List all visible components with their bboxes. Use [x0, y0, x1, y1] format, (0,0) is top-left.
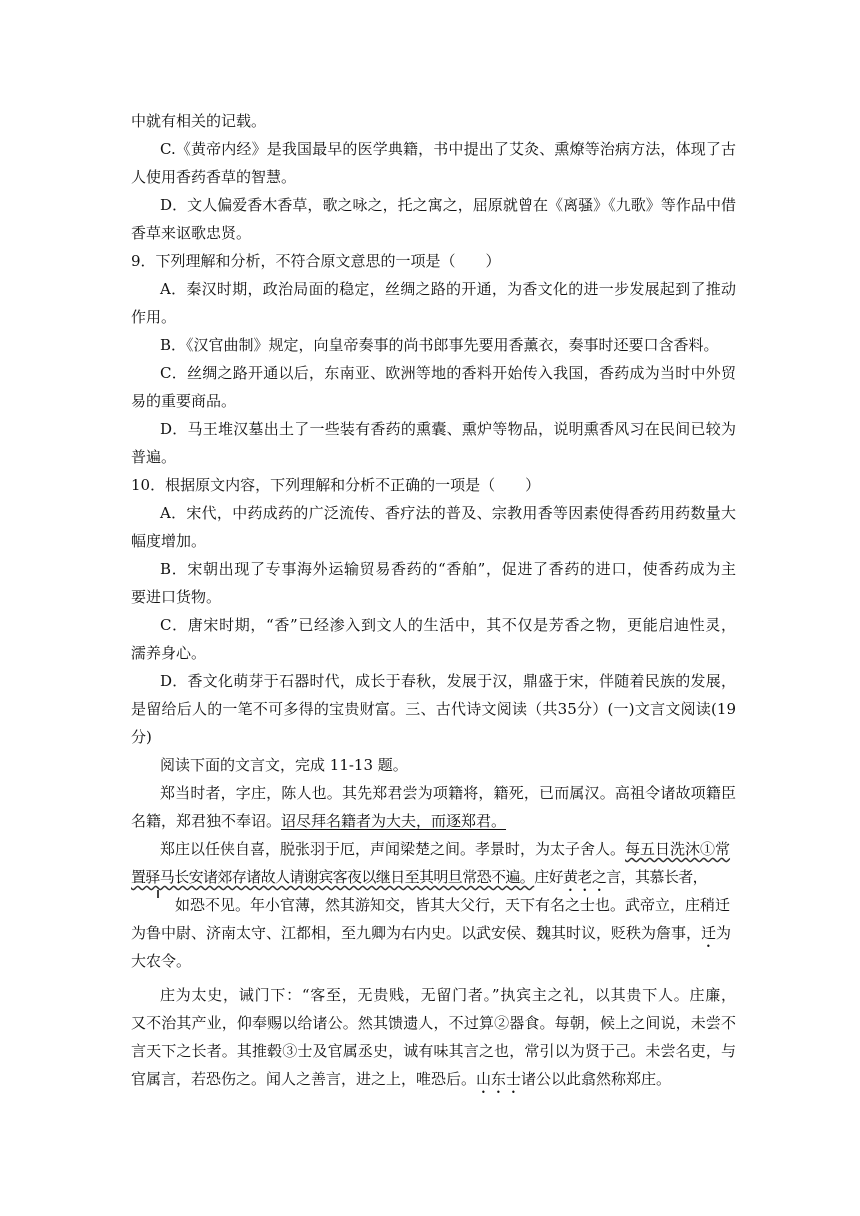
text-line: 普遍。 [131, 448, 177, 466]
passage-line: 庄为太史，诫门下：“客至，无贵贱，无留门者。”执宾主之礼，以其贵下人。庄廉， [160, 986, 736, 1004]
option-a-line: A．秦汉时期，政治局面的稳定，丝绸之路的开通，为香文化的进一步发展起到了推动 [160, 280, 736, 298]
passage-line: 大农令。 [131, 952, 192, 970]
text-line: 分) [131, 728, 152, 746]
text-line: 中就有相关的记载。 [131, 112, 267, 130]
underlined-sentence: 诏尽拜名籍者为大夫，而逐郑君。 [281, 812, 507, 830]
section-heading-line: 是留给后人的一笔不可多得的宝贵财富。三、古代诗文阅读（共35分）(一)文言文阅读(19 [131, 700, 736, 718]
dotted-words: 山东士 [476, 1070, 522, 1088]
margin-mark [157, 890, 159, 898]
text-line: 香草来讴歌忠贤。 [131, 224, 252, 242]
option-b-line: B．《汉官曲制》规定，向皇帝奏事的尚书郎事先要用香薰衣，奏事时还要口含香料。 [160, 336, 719, 354]
passage-text: 言，其慕长者， [606, 868, 708, 886]
text-line: 人使用香药香草的智慧。 [131, 168, 297, 186]
passage-line [131, 867, 736, 895]
text-line: 作用。 [131, 308, 177, 326]
passage-line: 又不治其产业，仰奉赐以给诸公。然其馈遗人，不过算②器食。每朝，候上之间说，未尝不 [131, 1014, 736, 1032]
option-c-line: C．丝绸之路开通以后，东南亚、欧洲等地的香料开始传入我国，香药成为当时中外贸 [160, 364, 736, 382]
option-a-line: A．宋代，中药成药的广泛流传、香疗法的普及、宗教用香等因素使得香药用药数量大 [160, 504, 736, 522]
passage-line: 言天下之长者。其推毂③士及官属丞史，诚有味其言之也，常引以为贤于己。未尝名吏，与 [131, 1042, 736, 1060]
option-d-line: D．文人偏爱香木香草，歌之咏之，托之寓之，屈原就曾在《离骚》《九歌》等作品中借 [160, 196, 736, 214]
passage-text: 诸公以此翕然称郑庄。 [521, 1070, 672, 1088]
option-c-line: C.《黄帝内经》是我国最早的医学典籍，书中提出了艾灸、熏燎等治病方法，体现了古 [160, 140, 736, 158]
option-d-line: D．马王堆汉墓出土了一些装有香药的熏囊、熏炉等物品，说明熏香风习在民间已较为 [160, 420, 736, 438]
passage-line: 郑当时者，字庄，陈人也。其先郑君尝为项籍将，籍死，已而属汉。高祖令诸故项籍臣 [160, 784, 736, 802]
passage-line [131, 811, 736, 831]
text-line: 要进口货物。 [131, 588, 222, 606]
passage-text: 为 [716, 924, 732, 942]
option-b-line: B．宋朝出现了专事海外运输贸易香药的“香舶”，促进了香药的进口，使香药成为主 [160, 560, 736, 578]
question-10: 10．根据原文内容，下列理解和分析不正确的一项是（ ） [131, 476, 541, 494]
dotted-word: 迁 [701, 924, 717, 942]
passage-line: 如恐不见。年小官薄，然其游知交，皆其大父行，天下有名之士也。武帝立，庄稍迁 [175, 896, 731, 914]
dotted-words: 黄老之 [563, 868, 607, 886]
option-c-line: C．唐宋时期，“香”已经渗入到文人的生活中，其不仅是芳香之物，更能启迪性灵， [160, 616, 736, 634]
passage-text: 郑庄以任侠自喜，脱张羽于厄，声闻梁楚之间。孝景时，为太子舍人。 [160, 840, 626, 858]
passage-text: 名籍，郑君独不奉诏。 [131, 812, 282, 830]
text-line: 濡养身心。 [131, 644, 207, 662]
text-line: 幅度增加。 [131, 532, 207, 550]
passage-text: 官属言，若恐伤之。闻人之善言，进之上，唯恐后。 [131, 1070, 477, 1088]
text-line: 易的重要商品。 [131, 392, 237, 410]
passage-line [131, 1069, 736, 1097]
passage-line [131, 923, 736, 951]
passage-line [160, 839, 736, 859]
option-d-line: D．香文化萌芽于石器时代，成长于春秋，发展于汉，鼎盛于宋，伴随着民族的发展， [160, 672, 736, 690]
question-9: 9．下列理解和分析，不符合原文意思的一项是（ ） [131, 252, 501, 270]
wavy-underlined-sentence: 每五日洗沐①常 [625, 840, 731, 858]
wavy-underlined-sentence: 置驿马长安诸郊存诸故人请谢宾客夜以继日至其明旦常恐不遍。 [131, 868, 535, 886]
passage-text: 庄好 [534, 868, 564, 886]
passage-text: 为鲁中尉、济南太守、江都相，至九卿为右内史。以武安侯、魏其时议，贬秩为詹事， [131, 924, 702, 942]
reading-instruction: 阅读下面的文言文，完成 11-13 题。 [160, 756, 408, 774]
